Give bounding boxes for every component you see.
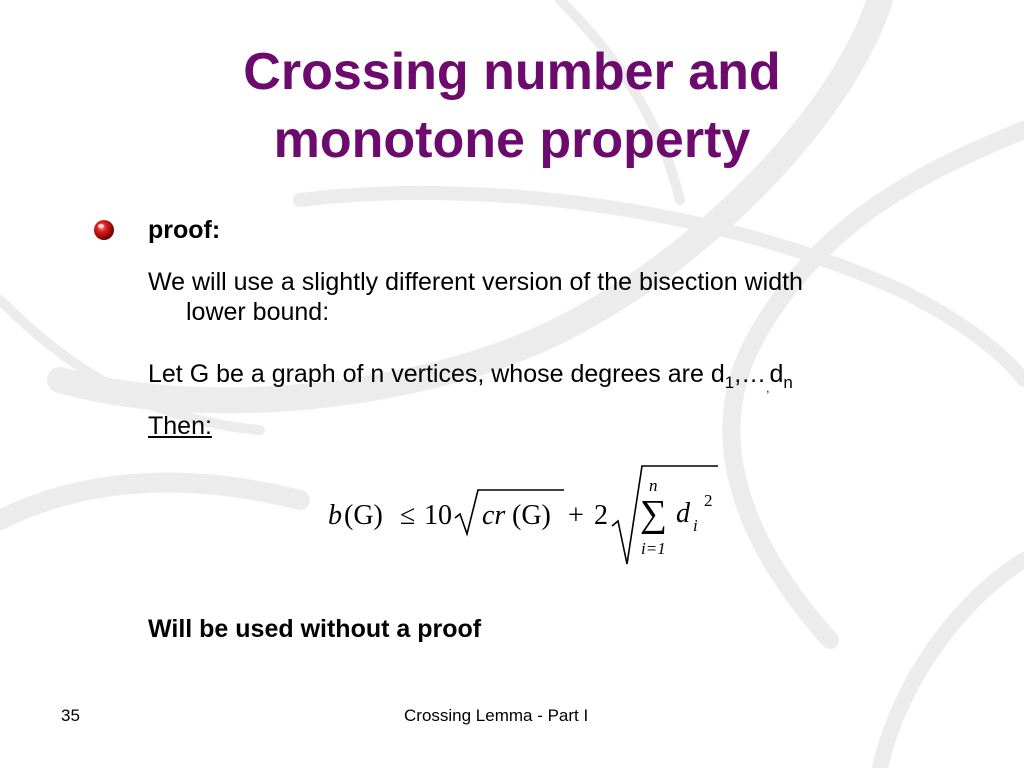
formula-sum-upper: n (649, 476, 658, 495)
title-line-2: monotone property (273, 111, 751, 169)
formula-g-2: (G) (512, 500, 551, 531)
proof-label: proof: (148, 216, 221, 244)
title-line-1: Crossing number and (243, 43, 781, 101)
subscript-comma: , (766, 381, 770, 395)
formula-ten: 10 (424, 500, 452, 531)
formula-two: 2 (594, 500, 608, 531)
formula-b: b (328, 500, 342, 531)
formula-sum-lower: i=1 (641, 539, 666, 558)
bisection-width-formula (322, 460, 722, 570)
paragraph-bisection-line-1: We will use a slightly different version of the bisection width (148, 268, 803, 296)
graph-definition-text: Let G be a graph of n vertices, whose degrees are d (148, 360, 725, 388)
formula-plus: + (568, 500, 584, 531)
degree-d-text: d (769, 360, 784, 388)
subscript-n: n (783, 373, 793, 392)
bullet-sphere-icon (93, 219, 115, 241)
paragraph-bisection (148, 267, 948, 327)
footer-title: Crossing Lemma - Part I (404, 706, 589, 725)
conclusion-text: Will be used without a proof (148, 615, 482, 643)
then-label: Then: (148, 412, 212, 440)
ellipsis-text: ,… (734, 360, 767, 388)
formula-leq: ≤ (400, 500, 416, 531)
formula-cr: cr (482, 500, 506, 531)
paragraph-graph-definition (148, 359, 793, 395)
formula-d: d (676, 498, 690, 529)
formula-sum-sign: ∑ (640, 493, 668, 535)
paragraph-bisection-line-2: lower bound: (186, 298, 330, 326)
page-number: 35 (61, 706, 80, 725)
formula-sub-i: i (693, 516, 698, 535)
formula-g-1: (G) (344, 500, 383, 531)
subscript-1: 1 (724, 373, 735, 392)
formula-sup-2: 2 (704, 491, 713, 510)
slide-title (0, 38, 1024, 174)
